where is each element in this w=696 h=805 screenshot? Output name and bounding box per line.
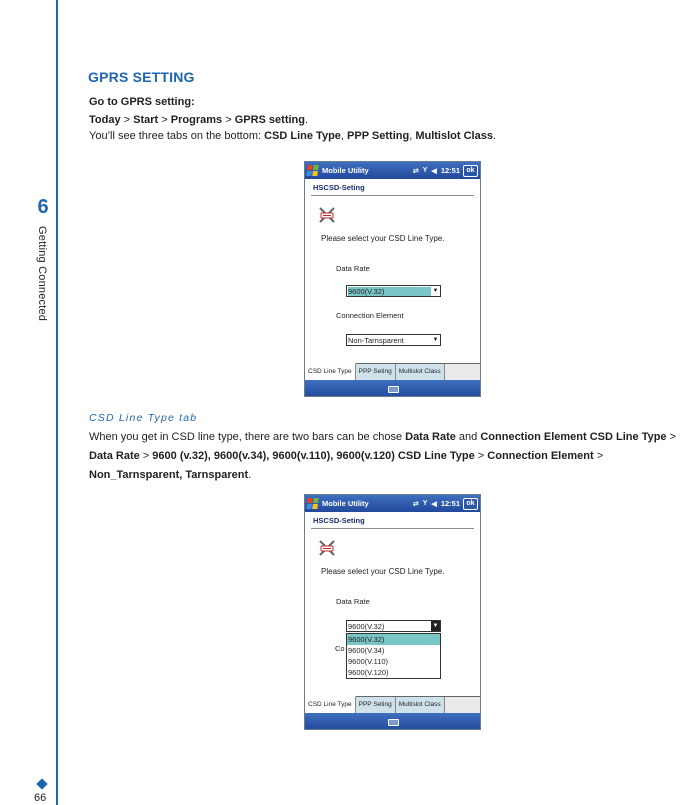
prompt-text: Please select your CSD Line Type. [321, 567, 445, 576]
period: . [492, 130, 497, 142]
path-step: Start [133, 114, 159, 126]
gprs-tools-icon [317, 205, 337, 225]
connection-element-value: Non-Tarnsparent [348, 335, 404, 345]
clock[interactable]: 12:51 [440, 499, 460, 508]
path-step: GPRS setting [234, 114, 305, 126]
menu-bar [305, 380, 481, 397]
tab-csd-line-type[interactable]: CSD Line Type [305, 363, 356, 380]
tab-bar [305, 363, 481, 380]
subsection-heading: CSD Line Type tab [89, 412, 198, 424]
title-bar [305, 495, 480, 512]
chapter-title: Getting Connected [36, 226, 48, 322]
windows-start-icon[interactable] [306, 498, 319, 509]
windows-start-icon[interactable] [306, 165, 319, 176]
connection-element-label-partial: Co [335, 644, 345, 653]
title-bar [305, 162, 480, 179]
device-screenshot-2 [304, 494, 481, 730]
path-separator: > [123, 114, 131, 126]
path-separator: > [225, 114, 232, 126]
connection-element-label: Connection Element [336, 311, 404, 320]
gprs-tools-icon [317, 538, 337, 558]
tabs-sentence [89, 130, 496, 142]
signal-icon[interactable]: Y [422, 167, 428, 174]
path-separator: > [474, 450, 488, 462]
tab-name: PPP Setting [347, 130, 410, 142]
tab-csd-line-type[interactable]: CSD Line Type [305, 696, 356, 713]
sidebar-rule [56, 0, 58, 805]
period: . [248, 469, 252, 481]
clock[interactable]: 12:51 [440, 166, 460, 175]
path-step: Today [89, 114, 121, 126]
path-separator: > [666, 431, 677, 443]
heading-divider [311, 195, 474, 196]
data-rate-label: Data Rate [336, 264, 370, 273]
para-text: and [455, 431, 481, 443]
connection-element-term: Connection Element [487, 450, 594, 462]
tab-multislot-class[interactable]: Multislot Class [396, 697, 445, 713]
page-heading: HSCSD-Seting [313, 516, 365, 525]
chevron-down-icon[interactable]: ▼ [432, 288, 439, 294]
app-title: Mobile Utility [322, 166, 369, 175]
comma: , [409, 130, 413, 142]
connection-element-term: Connection Element CSD Line Type [480, 431, 667, 443]
data-rate-dropdown[interactable] [346, 285, 441, 297]
path-separator: > [161, 114, 168, 126]
ok-button[interactable]: ok [463, 165, 478, 177]
prompt-text: Please select your CSD Line Type. [321, 234, 445, 243]
ok-button[interactable]: ok [463, 498, 478, 510]
chevron-down-icon[interactable]: ▼ [432, 623, 439, 629]
volume-icon[interactable]: ◀ [431, 167, 437, 175]
tab-name: CSD Line Type [264, 130, 341, 142]
chevron-down-icon[interactable]: ▼ [432, 337, 439, 343]
menu-bar [305, 713, 481, 730]
chapter-number: 6 [37, 196, 49, 218]
comma: , [340, 130, 344, 142]
data-rate-options-list[interactable] [346, 633, 441, 679]
tabs-prefix: You’ll see three tabs on the bottom: [89, 130, 265, 142]
data-rate-term: Data Rate [405, 431, 456, 443]
csd-description [89, 428, 696, 485]
period: . [304, 114, 309, 126]
page-heading: HSCSD-Seting [313, 183, 365, 192]
data-rate-value: 9600(V.32) [348, 621, 385, 631]
app-title: Mobile Utility [322, 499, 369, 508]
connectivity-icon[interactable]: ⇄ [412, 500, 419, 508]
section-title: GPRS SETTING [88, 69, 195, 85]
tab-name: Multislot Class [415, 130, 493, 142]
list-item[interactable]: 9600(V.32) [347, 634, 440, 645]
rate-options: 9600 (v.32), 9600(v.34), 9600(v.110), 9600(v.120) CSD Line Type [152, 450, 475, 462]
tab-bar [305, 696, 481, 713]
connectivity-icon[interactable]: ⇄ [412, 167, 419, 175]
path-separator: > [593, 450, 604, 462]
tab-ppp-setting[interactable]: PPP Seting [356, 697, 396, 713]
data-rate-dropdown[interactable] [346, 620, 441, 632]
data-rate-value: 9600(V.32) [348, 287, 431, 296]
keyboard-icon[interactable] [388, 719, 399, 726]
data-rate-term: Data Rate [89, 450, 140, 462]
keyboard-icon[interactable] [388, 386, 399, 393]
volume-icon[interactable]: ◀ [431, 500, 437, 508]
page-number: 66 [34, 792, 47, 804]
path-separator: > [139, 450, 153, 462]
para-text: When you get in CSD line type, there are two bars can be chose [89, 431, 406, 443]
heading-divider [311, 528, 474, 529]
goto-label: Go to GPRS setting: [89, 96, 195, 108]
data-rate-label: Data Rate [336, 597, 370, 606]
path-step: Programs [170, 114, 223, 126]
connection-options: Non_Tarnsparent, Tarnsparent [89, 469, 249, 481]
device-screenshot-1 [304, 161, 481, 397]
tab-ppp-setting[interactable]: PPP Seting [356, 364, 396, 380]
signal-icon[interactable]: Y [422, 500, 428, 507]
navigation-path [89, 114, 308, 126]
list-item[interactable]: 9600(V.110) [348, 657, 389, 666]
tab-multislot-class[interactable]: Multislot Class [396, 364, 445, 380]
connection-element-dropdown[interactable] [346, 334, 441, 346]
diamond-icon [36, 778, 47, 789]
list-item[interactable]: 9600(V.120) [348, 668, 389, 677]
list-item[interactable]: 9600(V.34) [348, 646, 385, 655]
